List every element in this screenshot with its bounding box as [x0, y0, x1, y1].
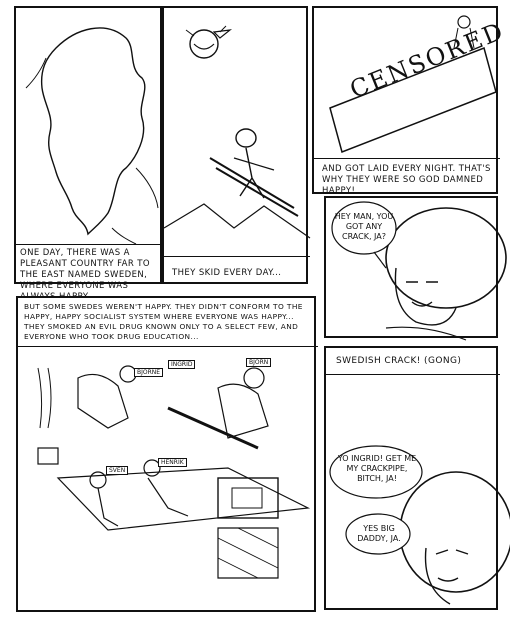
- skier-scene: [164, 8, 310, 286]
- panel-1: [14, 6, 162, 291]
- panel-4: [324, 196, 498, 338]
- panel-5-caption: BUT SOME SWEDES WEREN'T HAPPY. THEY DIDN'T CONFORM TO THE HAPPY, HAPPY SOCIALIST SYSTEM WHERE EVERYONE WAS HAPPY... THEY SMOKED AN EVIL DRUG KNOWN ONLY TO A SELECT FEW, AND EVERYONE WHO TOOK DRUG EDUCATION...: [24, 302, 303, 341]
- name-tag-ingrid: INGRID: [168, 360, 195, 369]
- panel-3-caption: AND GOT LAID EVERY NIGHT. THAT'S WHY THEY WERE SO GOD DAMNED HAPPY!: [322, 164, 491, 196]
- panel-2: [162, 6, 308, 284]
- caption-divider: [164, 256, 310, 257]
- name-tag-sven: SVEN: [106, 466, 128, 475]
- panel-6-speech-2: YES BIG DADDY, JA.: [357, 524, 401, 543]
- panel-3: [312, 6, 509, 196]
- caption-divider: [16, 244, 164, 245]
- panel-1-caption: ONE DAY, THERE WAS A PLEASANT COUNTRY FAR TO THE EAST NAMED SWEDEN, WHERE EVERYONE WAS: [20, 248, 150, 291]
- panel-6-caption: SWEDISH CRACK! (GONG): [336, 356, 462, 366]
- caption-divider: [314, 158, 500, 159]
- censored-stamp: CENSORED: [346, 16, 509, 104]
- name-tag-henrik: HENRIK: [158, 458, 187, 467]
- panel-2-caption: THEY SKID EVERY DAY...: [172, 268, 282, 278]
- crack-den-scene: [18, 298, 318, 614]
- panel-6: [324, 346, 498, 610]
- name-tag-bjorne: BJORNE: [134, 368, 163, 377]
- panel-4-speech: HEY MAN, YOU GOT ANY CRACK, JA?: [334, 212, 394, 241]
- panel-6-speech-1: YO INGRID! GET ME MY CRACKPIPE, BITCH, JA!: [337, 454, 417, 483]
- name-tag-bjorn: BJORN: [246, 358, 271, 367]
- panel-5: [16, 296, 316, 612]
